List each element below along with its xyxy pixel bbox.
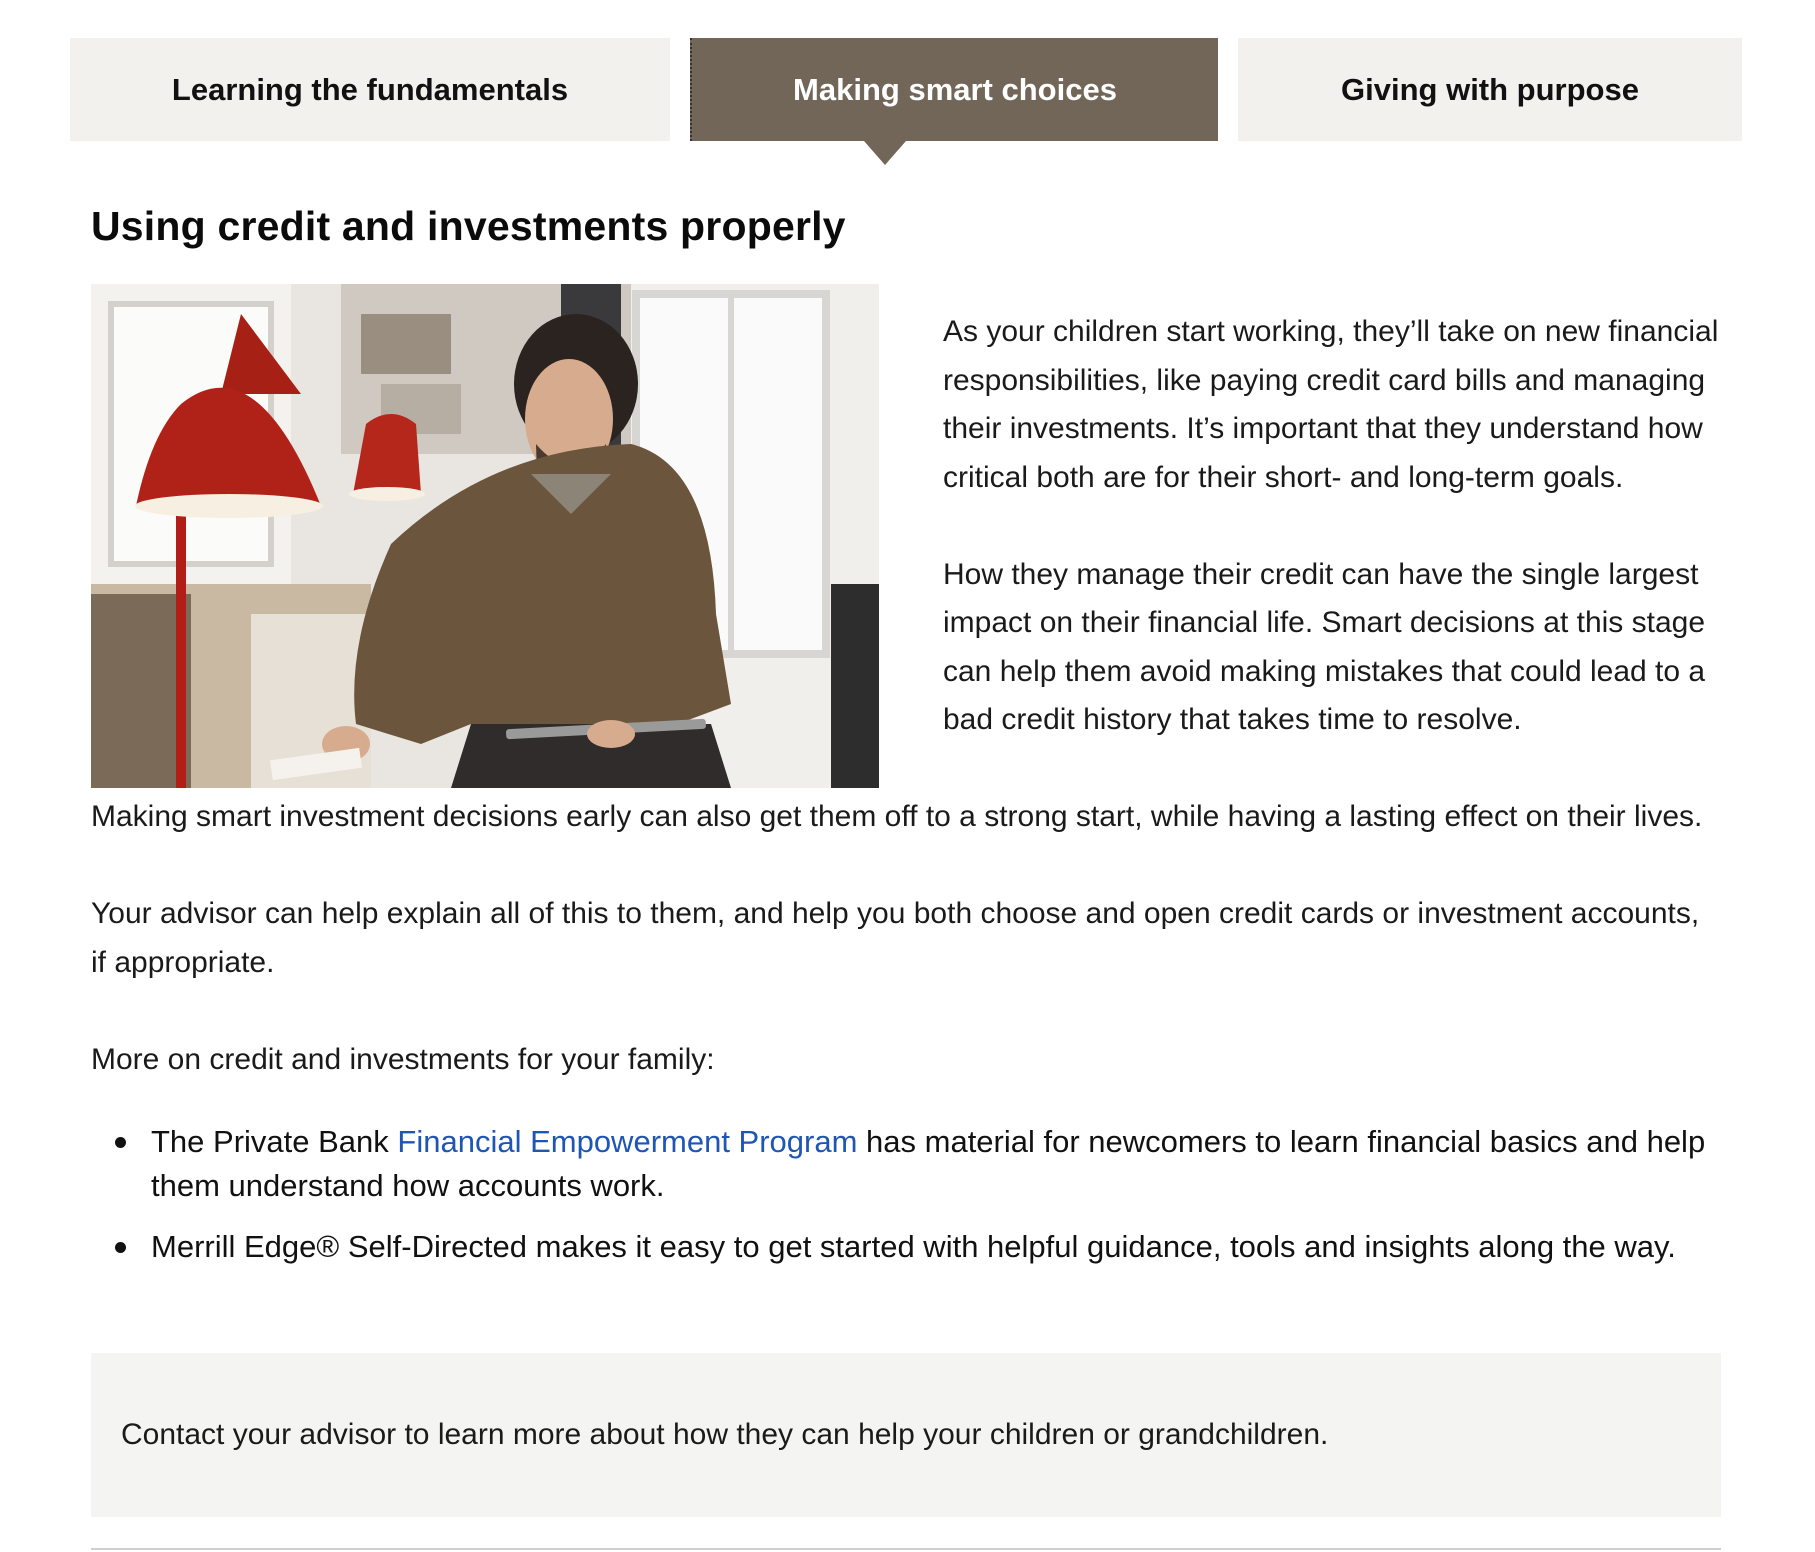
financial-empowerment-program-link[interactable]: Financial Empowerment Program (397, 1124, 858, 1159)
divider (91, 1548, 1721, 1550)
tab-panel (91, 196, 1721, 1286)
paragraph-3: Making smart investment decisions early can also get them off to a strong start, while having a lasting effect on their lives. (91, 800, 1703, 833)
bullet-icon (115, 1137, 126, 1148)
active-tab-pointer (864, 141, 906, 165)
article-body (91, 284, 1721, 1286)
tab-label: Learning the fundamentals (171, 71, 569, 107)
tab-making-smart-choices[interactable] (690, 38, 1218, 141)
section-title: Using credit and investments properly (91, 203, 846, 249)
advisor-callout (91, 1353, 1721, 1517)
man-at-desk-photo (91, 284, 879, 788)
tab-label: Making smart choices (793, 71, 1117, 107)
paragraph-5: More on credit and investments for your family: (91, 1042, 715, 1076)
callout-text: Contact your advisor to learn more about how they can help your children or grandchildren. (121, 1418, 1329, 1451)
resource-list (91, 1120, 1721, 1269)
tab-label: Giving with purpose (1341, 71, 1639, 107)
list-item-suffix: has material for newcomers to learn financial basics and help them understand how accounts work. (151, 1124, 1706, 1203)
tab-learning-the-fundamentals[interactable] (70, 38, 670, 141)
paragraph-1: As your children start working, they’ll take on new financial responsibilities, like paying credit card bills and managing their investments. It’s important that they understand how critical both are for their short- and long-term goals. (943, 315, 1719, 494)
bullet-icon (115, 1242, 126, 1253)
list-item-prefix: The Private Bank (151, 1124, 398, 1159)
list-item-text: Merrill Edge® Self-Directed makes it easy to get started with helpful guidance, tools and insights along the way. (151, 1229, 1676, 1264)
paragraph-4: Your advisor can help explain all of this to them, and help you both choose and open credit cards or investment accounts, if appropriate. (91, 897, 1700, 979)
paragraph-2: How they manage their credit can have the single largest impact on their financial life. Smart decisions at this stage can help them avoid making mistakes that could lead to a bad credit history that takes time to resolve. (943, 557, 1706, 736)
tab-giving-with-purpose[interactable] (1238, 38, 1742, 141)
list-item (91, 1120, 1721, 1208)
list-item (91, 1225, 1721, 1269)
